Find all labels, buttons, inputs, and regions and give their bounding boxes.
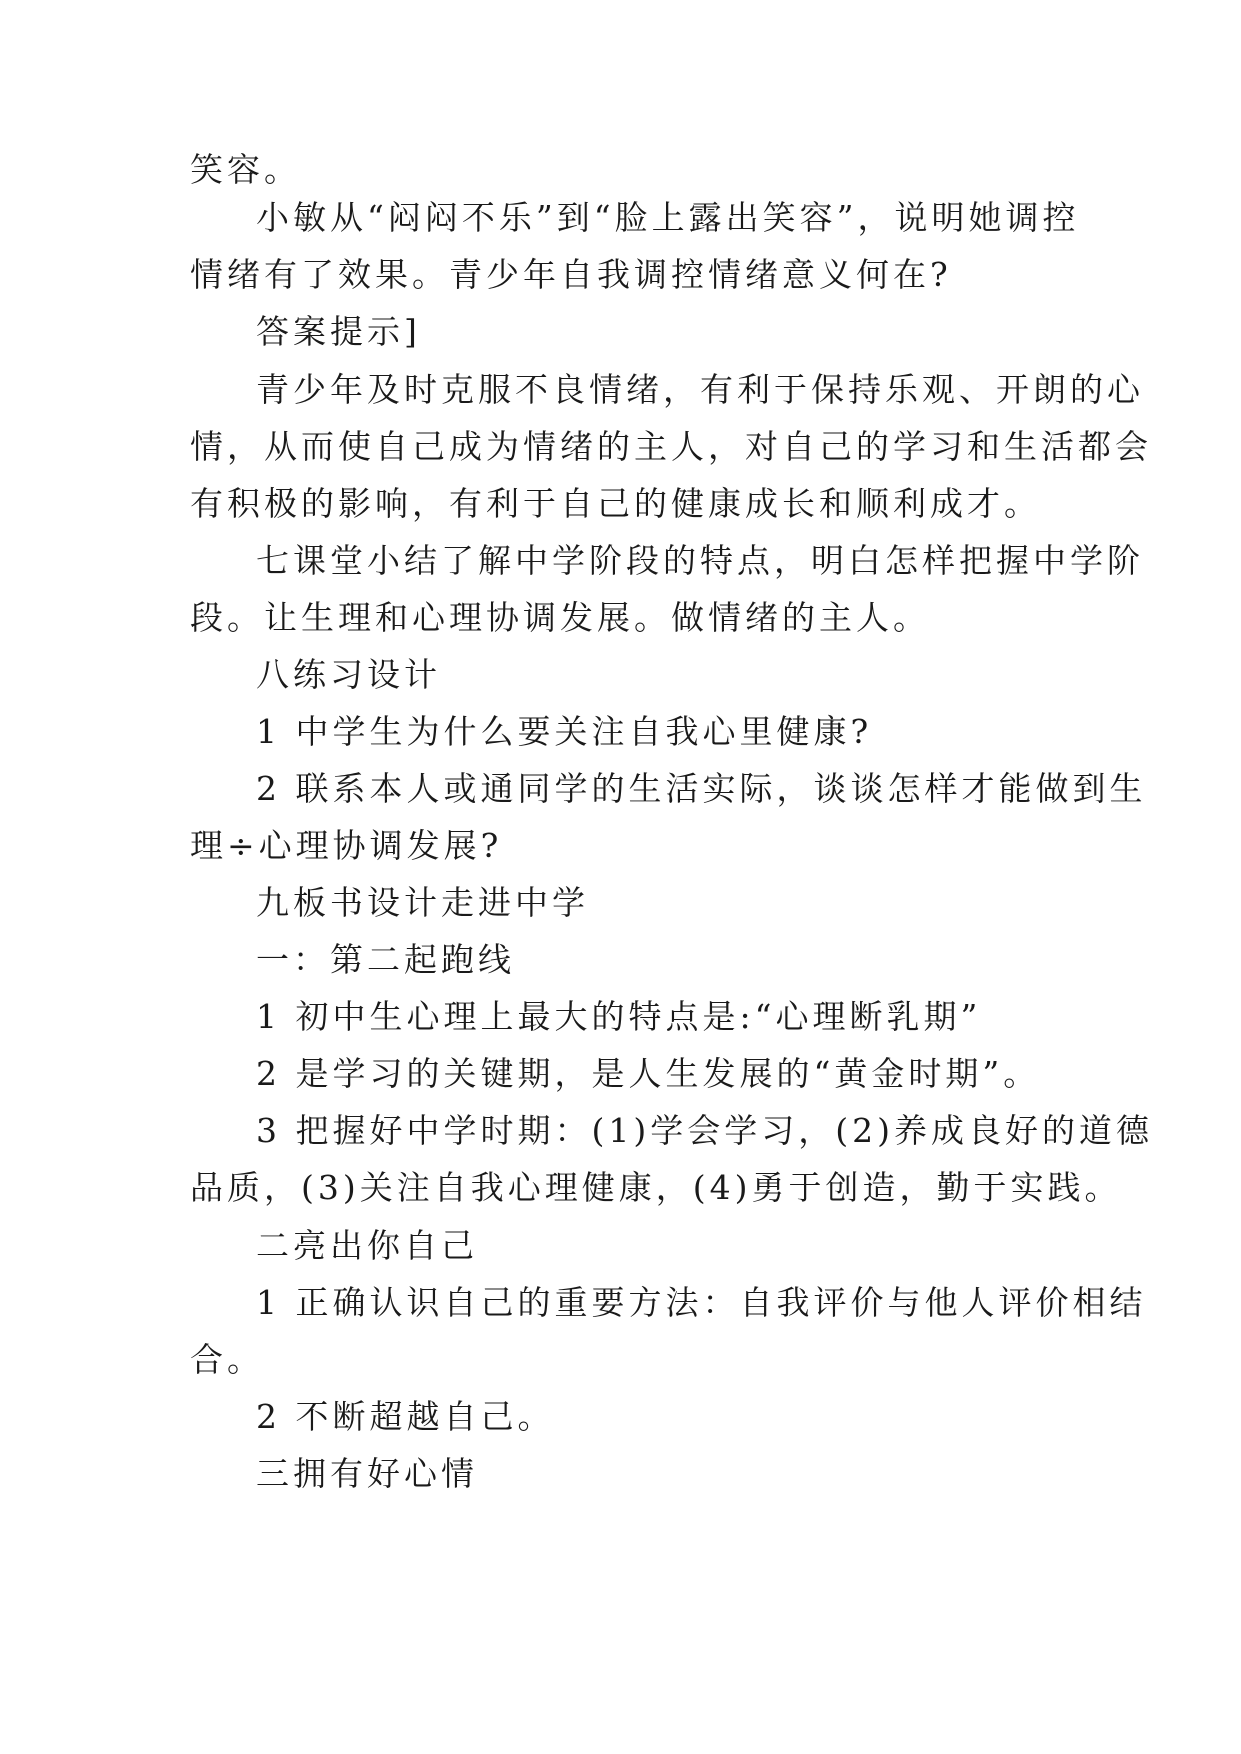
text-line: 3 把握好中学时期：(1)学会学习，(2)养成良好的道德 xyxy=(256,1111,1153,1150)
text-line: 段。让生理和心理协调发展。做情绪的主人。 xyxy=(190,598,930,637)
text-line: 九板书设计走进中学 xyxy=(256,883,589,922)
text-line: 七课堂小结了解中学阶段的特点，明白怎样把握中学阶 xyxy=(256,541,1144,580)
text-line: 1 正确认识自己的重要方法：自我评价与他人评价相结 xyxy=(256,1283,1147,1322)
text-line: 1 中学生为什么要关注自我心里健康? xyxy=(256,712,873,751)
text-line: 2 不断超越自己。 xyxy=(256,1397,555,1436)
text-line: 三拥有好心情 xyxy=(256,1454,478,1493)
text-line: 有积极的影响，有利于自己的健康成长和顺利成才。 xyxy=(190,484,1041,523)
text-line: 1 初中生心理上最大的特点是:“心理断乳期” xyxy=(256,997,982,1036)
text-line: 小敏从“闷闷不乐”到“脸上露出笑容”，说明她调控 xyxy=(256,198,1080,237)
text-line: 合。 xyxy=(190,1340,264,1379)
text-line: 理÷心理协调发展? xyxy=(190,826,503,865)
text-line: 2 是学习的关键期，是人生发展的“黄金时期”。 xyxy=(256,1054,1041,1093)
text-line: 笑容。 xyxy=(190,150,301,189)
text-line: 情，从而使自己成为情绪的主人，对自己的学习和生活都会 xyxy=(190,427,1152,466)
text-line: 答案提示] xyxy=(256,312,421,351)
text-line: 二亮出你自己 xyxy=(256,1226,478,1265)
text-line: 一：第二起跑线 xyxy=(256,940,515,979)
text-line: 品质，(3)关注自我心理健康，(4)勇于创造，勤于实践。 xyxy=(190,1168,1122,1207)
text-line: 八练习设计 xyxy=(256,655,441,694)
text-line: 2 联系本人或通同学的生活实际，谈谈怎样才能做到生 xyxy=(256,769,1147,808)
text-line: 青少年及时克服不良情绪，有利于保持乐观、开朗的心 xyxy=(256,370,1144,409)
text-line: 情绪有了效果。青少年自我调控情绪意义何在? xyxy=(190,255,952,294)
